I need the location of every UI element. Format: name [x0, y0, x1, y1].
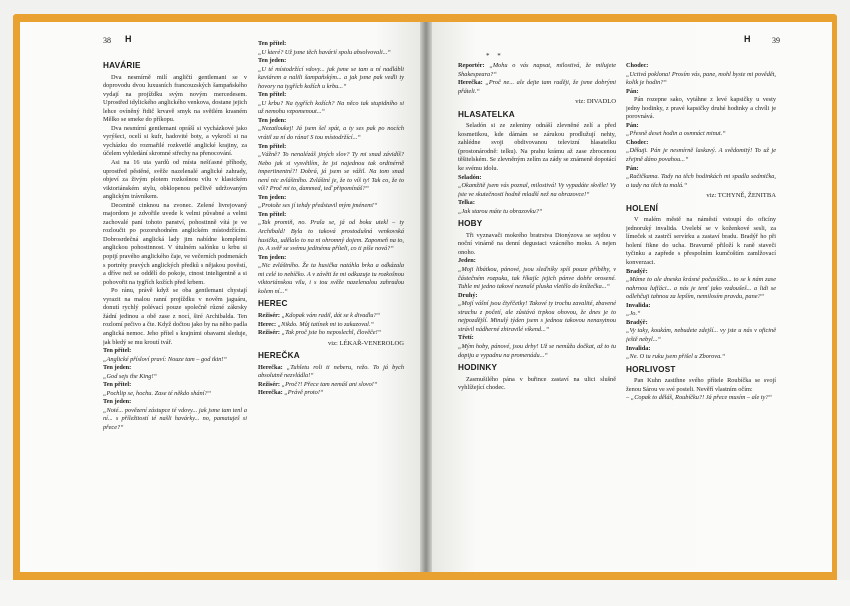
dialogue-line: „U které? Už jsme těch havárií spolu absolvovali...“	[258, 48, 391, 56]
dialogue-line: „Máme to ale dneska krásné počasíčko... to se k nám zase nahrnou lufťáci... a nás je tenť jako vzdoušeš... a lidi se odlehčuji tahnou za lepším, nemilosím pravdu, pane?“	[626, 276, 776, 301]
speaker-label: Ten jeden:	[258, 253, 287, 261]
dialogue-line: „Pochlip se, hochu. Zase té někdo shání?“	[103, 389, 212, 397]
paragraph: Po ránu, právě když se oba gentlemani chystají vyrazit na malou ranní projíždku v nověm jaguáru, donutí rychlý polévací pouze společně různé zákrsky žádní jedinou a obě zase z nocí, širé Archibalda. Ten rozlomí pečivo a čte. Když dočtou jako by na něho padla anglická nemoc. Jeho přítel s krajními obavami sleduje, jak bledý se mu kroutí tvář.	[103, 287, 247, 346]
dialogue-text: „Proč ne... ale dejte tam raději, že jsme dobrými přáteli.“	[458, 79, 616, 95]
dialogue-line	[258, 329, 404, 338]
dialogue-line: „Jo.“	[626, 310, 641, 318]
dialogue-line: „Mým hoby, pánové, jsou drby! Už se nemůžu dočkat, až to tu dopiju a vypadnu na promenádu...“	[458, 342, 616, 359]
speaker-label: Druhý:	[458, 291, 478, 299]
speaker-label: Pán:	[626, 121, 639, 129]
speaker-label: Ten přítel:	[103, 347, 132, 355]
dialogue-line: – „Copak to děláš, Roubíčku?! Já přece musím – ale ty?“	[626, 394, 773, 402]
dialogue-line	[258, 389, 404, 398]
dialogue-line	[258, 381, 404, 390]
dialogue-text: „Tuhletu roli ti neberu, režo. To já bych absolutně nezvládla!“	[258, 363, 404, 380]
right-column-2	[626, 62, 776, 570]
paragraph: V malém městě na náměstí vstoupí do oficíny jednoruký invalida. Uvelebí se v koženkové sesli, za límeček si zastrčí servírku a zastaví bradu. Bradýř ho při holení fikne do ucha. Bravurně přiloží k raně staveči tyčinku a zapřede s přespolním kumčoštím zamlžovací konverzaci.	[626, 216, 776, 267]
speaker-label: Pán:	[626, 164, 639, 172]
left-column-2	[258, 40, 404, 568]
dialogue-line: „Račičkama. Tady na těch hodinkách mi spadla sedmička, a tady na těch ta malá.“	[626, 173, 776, 189]
speaker-label: Ten jeden:	[103, 364, 132, 372]
speaker-label: Ten jeden:	[258, 193, 287, 201]
table-surface	[0, 580, 850, 606]
section-heading: HLASATELKA	[458, 109, 515, 119]
right-page-number: 39	[772, 36, 780, 45]
paragraph: Asi na 16 uta yardů od místa nešťasné příhody, uprostřed pěstěné, svěže nazelenalé anglické zahrady, objeví za živým plotem rozkošnou vilu v klasickém viktoriánském stylu, obklopenou pečlivě udržovaným anglickým trávníkem.	[103, 159, 247, 201]
dialogue-line	[458, 79, 616, 96]
dialogue-text: „Proč?! Přece tam nemáš ani slovo!“	[281, 380, 378, 388]
dialogue-text: „Tak proč jste ho neposlechl, člověče!“	[281, 329, 382, 337]
section-stars: * *	[486, 52, 504, 60]
speaker-label: Ten přítel:	[258, 210, 287, 218]
speaker-label: Herečka:	[258, 363, 287, 371]
paragraph: Zasmušilého pána v buřince zastaví na ulici slušně vyhlížející chodec.	[458, 375, 616, 392]
dialogue-text: „Nikdo. Můj tatínek mi to zakazoval.“	[277, 320, 375, 328]
dialogue-line: „Moji libátkou, pánové, jsou sleďníky spíš pouze příběhy, v částečném rozpuku, tak říkajíc jejich pánve dobře orosené. Tuhle mi jedno takové neznalé pluska vletělo do knížečka...“	[458, 266, 616, 291]
dialogue-line	[258, 364, 404, 381]
paragraph: Dva nesmírní gentlemani opráší si vycházkové jako vyrýšeci, ocelí si kufr, hadovité boty, a vykročí si na vycházku do rozmařilé rozkvetlé anglické krajiny, za účelem vyhledání skromné střechy na přenocování.	[103, 124, 247, 158]
dialogue-line: „God sejs the King!“	[103, 372, 158, 380]
speaker-label: Ten přítel:	[258, 142, 287, 150]
dialogue-line: „Jak starou máte tu obrazovku?“	[458, 207, 543, 215]
right-header-logo: H	[744, 34, 751, 44]
dialogue-line: „Děkuji. Pán je nesmírně laskavý. A svědomitý! To už je zřejmě dáno povahou...“	[626, 147, 776, 164]
paragraph: Dva nesmírně milí angličtí gentlemani se v doprovodu dvou luxusních francouzských šampaňského vydají na projíždku svým novým mercedesem. Uprostřed idylického anglického venkova, dostane jejich lehce ovíněný řidič krvavě smyk na světlém krasném Mělko se smeke do příkopu.	[103, 73, 247, 124]
section-heading: HOBY	[458, 219, 483, 229]
dialogue-line: „Nezatloukej! Já jsem šel spát, a ty ses pak po nocích vrátil za ní do rána! S tou místodržící...“	[258, 125, 404, 142]
paragraph: Decentně cinknou na zvonec. Zelené livrejovaný majordom je zdvořile uvede k velmi půvabné a velmi zachovalé paní tohoto panství, pohostinně vítá je ve rozloučit po pozoruhodném anglickém místodržícím. Dobrosrdečná anglická lady jim nabídne kompletní anglickou pohostinnost. V útulném salónku u krbu si popijí pravého anglického čaje, ve večerních podmenách s portréty pravých anglických předků s nějakou pověstí, a dříve než se oddělí do pokoje, ctnost inteligentně a si pohovořit na tygřích kožích před krbem.	[103, 201, 247, 286]
dialogue-line: „U krbu? Na tygřích kožích? Na něco tak stupidního si už nemohu vzpomenout...“	[258, 99, 404, 116]
paragraph: Tři vyznavači mokrého bratrstva Dionýzova se sejdou v noční vinárně na denní degustaci vzácného moku. A nejen onoho.	[458, 231, 616, 256]
speaker-label: Reportér:	[458, 62, 490, 69]
dialogue-line: „Anglické přísloví praví: Nouze tam – god tkin!“	[103, 355, 228, 363]
speaker-label: Ten přítel:	[103, 381, 132, 389]
speaker-label: Ten přítel:	[258, 91, 287, 99]
speaker-label: Herec:	[258, 320, 278, 328]
dialogue-text: „Mohu o vás napsat, milostivá, že milujete Shakespeara?“	[458, 62, 616, 78]
speaker-label: Jeden:	[458, 257, 476, 265]
dialogue-line: „Noté... povězení zástupce té vdovy... jak jsme tam tenl a ní... s příležitostí té našli havárky... no, pamatuješ si přece?“	[103, 406, 247, 431]
speaker-label: Invalida:	[626, 301, 651, 309]
section-heading: HAVÁRIE	[103, 61, 141, 70]
left-header-logo: H	[125, 34, 132, 44]
speaker-label: Pán:	[626, 87, 639, 95]
speaker-label: Invalida:	[626, 344, 651, 352]
speaker-label: Ten jeden:	[258, 116, 287, 124]
speaker-label: Chodec:	[626, 138, 649, 146]
book-gutter	[420, 22, 432, 572]
section-heading: HOLENÍ	[626, 203, 659, 213]
dialogue-text: „Kdopak vám radil, dát se k divadlu?“	[281, 311, 381, 319]
speaker-label: Režisér:	[258, 380, 282, 388]
paragraph: Pan Kuhn zastihne svého přítele Roubíčka se svojí ženou Sárou ve své posteli. Nevěří vlastním očím:	[626, 377, 776, 393]
cross-reference: viz: LÉKAŘ-VENEROLOG	[328, 339, 404, 347]
dialogue-line: „Uctivá poklona! Prosím vás, pane, mohl byste mi povědět, kolik je hodin?“	[626, 70, 776, 87]
speaker-label: Ten jeden:	[258, 57, 287, 65]
paragraph: Seladón si ze zeleniny odnáší zlevněné zelí a před kosmetikou, kde dámám se zárukou prodlužují nehty, zahlédne svoji obdivovanou televizní hlasatelku (prostonárodně: telku). Na prahu krámu až zase zbrocenou těšitelském. Se zlevněným zelím za zády se známeně dopotácí ke svému idolu.	[458, 122, 616, 173]
dialogue-line: „Tak promiň, no. Prala se, já od boku utekl – ty Archibald! Byla to taková prostodušná venkovská husička, udělalo to na ni ohromný dojem. Zapomeň na to, jo. A svěř se svému jedinému příteli, co ti píše nová?“	[258, 219, 404, 253]
dialogue-line	[458, 62, 616, 79]
speaker-label: Telka:	[458, 199, 475, 207]
speaker-label: Režisér:	[258, 311, 282, 319]
dialogue-line: „Vy taky, koukám, nebudete zdejší... vy jste u nás v oficině ještě nebyl...“	[626, 327, 776, 343]
dialogue-line	[258, 312, 404, 321]
section-heading: HODINKY	[458, 363, 498, 373]
cross-reference: viz: DIVADLO	[575, 98, 616, 106]
dialogue-text: „Právě proto!“	[284, 389, 324, 397]
paragraph: Pán rozepne sako, vytáhne z levé kapsičky u vesty jedny hodinky, z pravé kapsičky druhé hodinky a chvíli je porovnává.	[626, 96, 776, 121]
left-column-1	[103, 58, 247, 568]
cross-reference: viz: TCHYNĚ, ŽENITBA	[706, 192, 776, 200]
dialogue-line: „Vážně? To nenalézáš jiných slov? Ty mi snad závidíš? Nebo jak si vysvětlím, že jsi najednou tak ordinérně impertinentní?! Dobrá, já jsem se vážil. Na tom snad není nic zvláštního. Zvláštní je, že to víš ty! Tak co, že to víš? Proč mi to, dammed, teď připomínáš?“	[258, 151, 404, 193]
dialogue-line: „Nic zvláštního. Že ta husička natáhla brka a odkázala mi celé to nebíčko. A v závěti že mi odkazuje tu rozkošnou viktoriánskou vilu, i s tou svěže nazelenalou zahradou kolem ní...“	[258, 262, 404, 295]
left-page-number: 38	[103, 36, 111, 45]
dialogue-line: „Přesně deset hodin a osmnáct minut.“	[626, 130, 726, 138]
section-heading: HEREC	[258, 299, 288, 309]
speaker-label: Režisér:	[258, 329, 282, 337]
speaker-label: Herečka:	[458, 79, 486, 87]
dialogue-line	[258, 321, 404, 330]
dialogue-line: „Okamžitě jsem vás poznal, milostivá! Vy vypadáte skvěle! Vy jste ve skutečnosti hodně mladší než na obrazovce!“	[458, 182, 616, 198]
speaker-label: Chodec:	[626, 62, 649, 69]
speaker-label: Třetí:	[458, 334, 474, 342]
dialogue-line: „Mojí vášní jsou čtyřčetky! Takové ty trochu zavalité, zbavené strachu z početí, ale zůstává trpkou ohovou, že dnes je to nejpozdější. Minulý týden jsem s jednou takovou nenasytnou strávil nádherné zhiravilé víkend...“	[458, 300, 616, 333]
dialogue-line: „Protože ses jí tehdy představil mým jménem!“	[258, 202, 378, 210]
speaker-label: Bradýř:	[626, 267, 648, 275]
section-heading: HORLIVOST	[626, 364, 676, 374]
dialogue-line: „U té místodržící vdovy... jak jsme se tam u ní nadlábli kaviárem a nalili šampaňským... a jak jsme pak vedli ty hovory na tygřích kožích u krbu...“	[258, 65, 404, 90]
speaker-label: Seladón:	[458, 173, 482, 181]
speaker-label: Bradýř:	[626, 318, 648, 326]
speaker-label: Herečka:	[258, 389, 285, 397]
speaker-label: Ten přítel:	[258, 40, 287, 47]
right-column-1	[458, 62, 616, 570]
dialogue-line: „Ne. O tu ruku jsem přišel u Zborova.“	[626, 353, 726, 361]
section-heading: HEREČKA	[258, 351, 300, 361]
speaker-label: Ten jeden:	[103, 398, 132, 406]
